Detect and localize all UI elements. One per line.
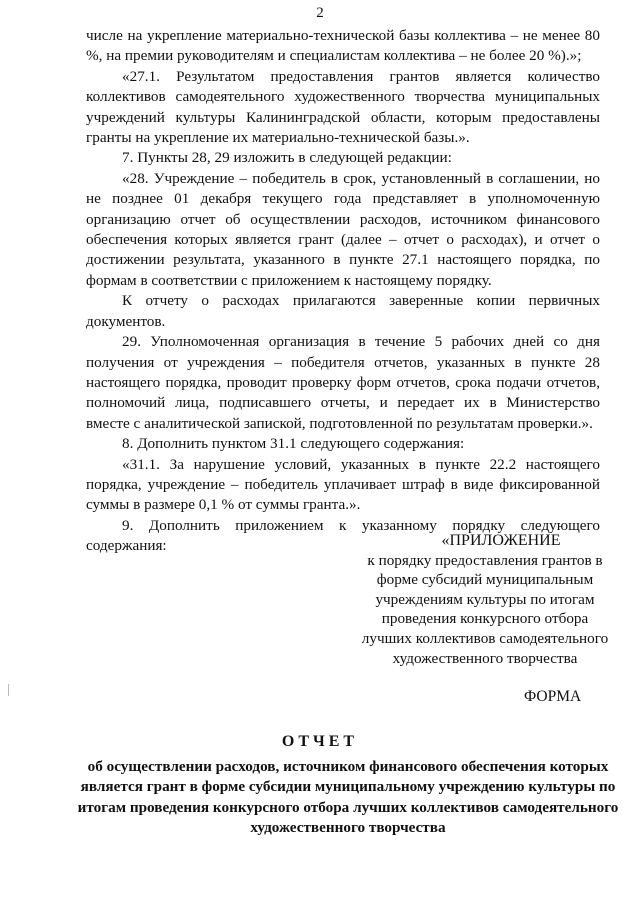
paragraph-item-7: 7. Пункты 28, 29 изложить в следующей редакции: <box>122 149 452 167</box>
paragraph-28: «28. Учреждение – победитель в срок, установленный в соглашении, но не позднее 01 декабря текущего года представляет в уполномоченную организацию отчет об осуществлении расходов, источником финансового обеспечения которых является грант (далее – отчет о расходах), и отчет о достижении результата, указанного в пункте 27.1 настоящего порядка, по формам в соответствии с приложением к настоящему порядку. <box>86 169 600 289</box>
appendix-block <box>356 531 614 668</box>
appendix-subtitle: к порядку предоставления грантов в форме субсидий муниципальным учреждениям культуры по итогам проведения конкурсного отбора лучших коллективов самодеятельного художественного творчества <box>361 551 609 667</box>
margin-mark <box>8 684 9 696</box>
report-title: ОТЧЕТ <box>281 733 359 750</box>
paragraph-report-attachments: К отчету о расходах прилагаются заверенные копии первичных документов. <box>86 292 600 330</box>
paragraph-29: 29. Уполномоченная организация в течение 5 рабочих дней со дня получения от учреждения – победителя отчетов, указанных в пункте 28 настоящего порядка, проводит проверку форм отчетов, срока подачи отчетов, полномочий лица, подписавшего отчеты, и передает их в Министерство вместе с аналитической запиской, подготовленной по результатам проверки.». <box>86 333 600 432</box>
paragraph-item-8: 8. Дополнить пунктом 31.1 следующего содержания: <box>122 435 465 453</box>
page-number: 2 <box>316 5 324 21</box>
appendix-heading: «ПРИЛОЖЕНИЕ <box>441 532 561 549</box>
form-label: ФОРМА <box>524 688 582 705</box>
report-subtitle: об осуществлении расходов, источником финансового обеспечения которых является грант в форме субсидии муниципальному учреждению культуры по итогам проведения конкурсного отбора лучших коллективов самодеятельного художественного творчества <box>77 758 619 837</box>
paragraph-item-9: 9. Дополнить приложением к указанному порядку следующего содержания: <box>86 516 600 555</box>
paragraph-31-1: «31.1. За нарушение условий, указанных в пункте 22.2 настоящего порядка, учреждение – победитель уплачивает штраф в виде фиксированной суммы в размере 0,1 % от суммы гранта.». <box>86 455 600 514</box>
paragraph-funding-shares: числе на укрепление материально-технической базы коллектива – не менее 80 %, на премии руководителям и специалистам коллектива – не более 20 %).»; <box>86 27 600 65</box>
paragraph-27-1: «27.1. Результатом предоставления грантов является количество коллективов самодеятельного художественного творчества муниципальных учреждений культуры Калининградской области, которым предоставлены гранты на укрепление их материально-технической базы.». <box>86 67 600 147</box>
body-text <box>86 26 600 557</box>
